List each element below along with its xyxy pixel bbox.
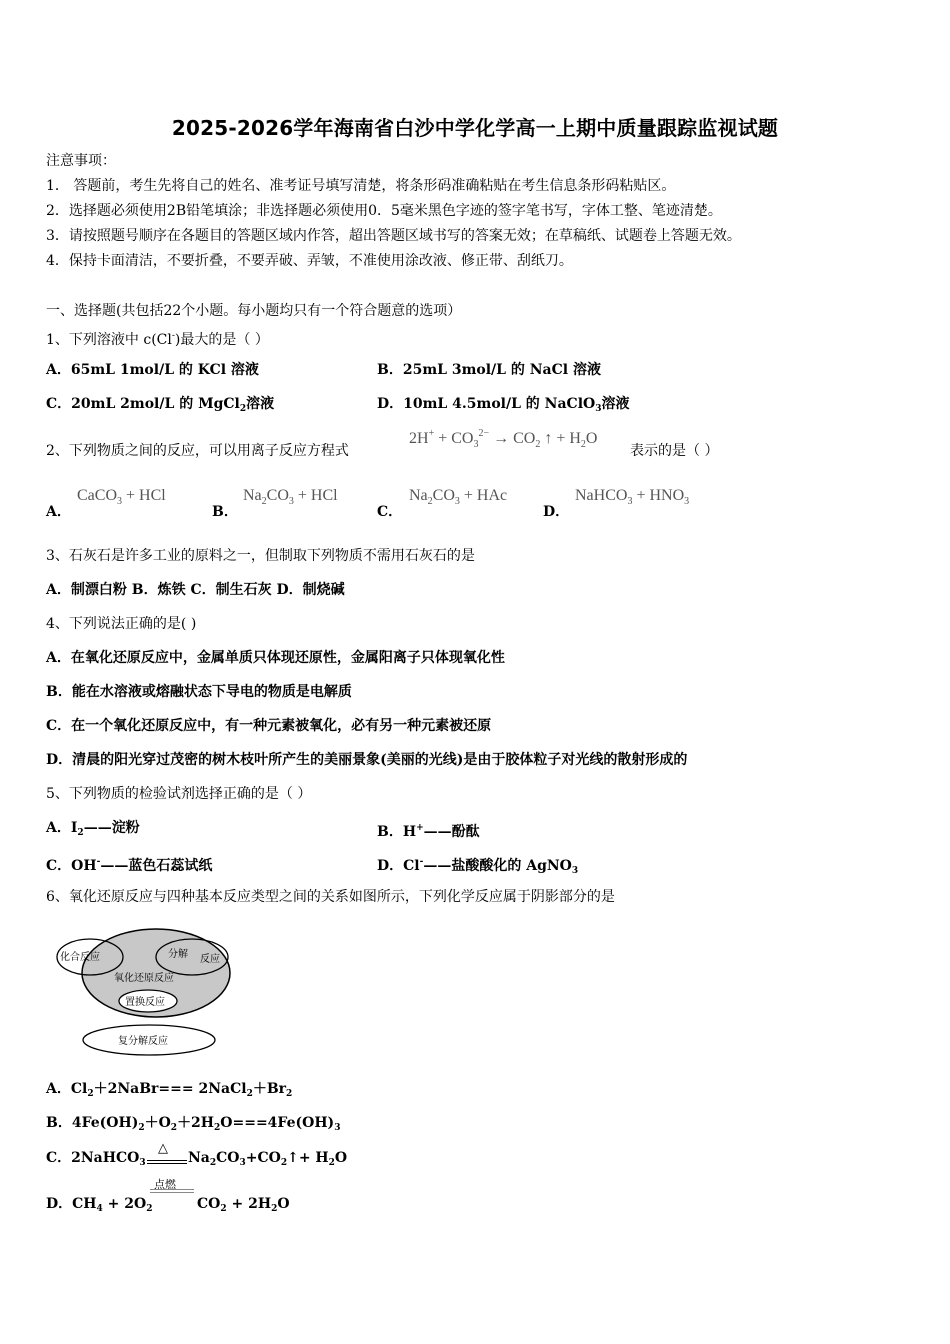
q2-stem-tail: 表示的是（ ） (630, 443, 719, 459)
q6-option-d-equals-top (150, 1189, 194, 1190)
q3-stem: 3、石灰石是许多工业的原料之一，但制取下列物质不需用石灰石的是 (46, 548, 475, 564)
q4-option-b[interactable]: B．能在水溶液或熔融状态下导电的物质是电解质 (46, 684, 352, 700)
notice-item-2: 2．选择题必须使用2B铅笔填涂；非选择题必须使用0．5毫米黑色字迹的签字笔书写，字体工整、笔迹清楚。 (46, 203, 722, 219)
q2-option-b[interactable]: $Na_2CO_3$ + HCl (243, 487, 338, 507)
q3-options[interactable]: A．制漂白粉 B．炼铁 C．制生石灰 D．制烧碱 (46, 582, 345, 598)
q5-option-c[interactable]: C．OH-——蓝色石蕊试纸 (46, 857, 213, 874)
q4-stem: 4、下列说法正确的是( ) (46, 616, 197, 632)
q4-option-c[interactable]: C．在一个氧化还原反应中，有一种元素被氧化，必有另一种元素被还原 (46, 718, 492, 734)
notice-item-1: 1． 答题前，考生先将自己的姓名、准考证号填写清楚，将条形码准确粘贴在考生信息条形码粘贴区。 (46, 178, 676, 194)
q1-stem: 1、下列溶液中 c(Cl-)最大的是（ ） (46, 331, 269, 348)
notice-heading: 注意事项： (46, 153, 116, 169)
page-title: 2025-2026学年海南省白沙中学化学高一上期中质量跟踪监视试题 (171, 116, 779, 140)
q1-option-c[interactable]: C．20mL 2mol/L 的 MgCl$_2$溶液 (46, 396, 275, 414)
combination-label: 化合反应 (60, 952, 100, 963)
double-decomposition-label: 复分解反应 (118, 1036, 168, 1047)
decomposition-label-a: 分解 (168, 949, 188, 960)
q6-option-d-condition: 点燃 (154, 1178, 176, 1191)
q2-option-c-label[interactable]: C． (377, 504, 403, 520)
q5-option-a[interactable]: A．$I_2——$淀粉 (46, 820, 140, 838)
q5-option-d[interactable]: D．Cl-——盐酸酸化的 AgNO$_3$ (377, 857, 579, 876)
q2-option-d-label[interactable]: D． (543, 504, 570, 520)
notice-item-3: 3．请按照题号顺序在各题目的答题区域内作答，超出答题区域书写的答案无效；在草稿纸、试题卷上答题无效。 (46, 228, 741, 244)
q2-ionic-equation: $2H^+ + CO_3^{2-} \to CO_2$ ↑ + $H_2O$ (409, 428, 598, 450)
q6-option-c-equals-bottom (147, 1163, 187, 1164)
q6-option-c-left[interactable]: C．2NaHCO$_3$ (46, 1150, 146, 1168)
q2-option-a[interactable]: CaCO$_3$ + HCl (77, 487, 166, 507)
q1-option-b[interactable]: B．25mL 3mol/L 的 NaCl 溶液 (377, 362, 601, 378)
section-heading: 一、选择题(共包括22个小题。每小题均只有一个符合题意的选项） (46, 303, 462, 319)
q6-option-d-equals-bottom (150, 1192, 194, 1193)
q6-option-d-right[interactable]: $CO_2 + 2H_2O$ (197, 1196, 290, 1214)
notice-item-4: 4．保持卡面清洁，不要折叠，不要弄破、弄皱，不准使用涂改液、修正带、刮纸刀。 (46, 253, 573, 269)
q4-option-a[interactable]: A．在氧化还原反应中，金属单质只体现还原性，金属阳离子只体现氧化性 (46, 650, 505, 666)
q1-option-d[interactable]: D．10mL 4.5mol/L 的 NaClO$_3$溶液 (377, 396, 630, 414)
decomposition-label-b: 反应 (200, 954, 220, 965)
q6-option-b[interactable]: B．$4Fe(OH)_2+O_2+2H_2O===4Fe(OH)_3$ (46, 1115, 341, 1133)
redox-label: 氧化还原反应 (114, 973, 174, 984)
q5-option-b[interactable]: B．H+——酚酞 (377, 823, 480, 840)
q6-option-d-left[interactable]: D．$CH_4 + 2O_2$ (46, 1196, 153, 1214)
q4-option-d[interactable]: D．清晨的阳光穿过茂密的树木枝叶所产生的美丽景象(美丽的光线)是由于胶体粒子对光线的散射形成的 (46, 752, 688, 768)
q6-option-c-right[interactable]: $Na_2CO_3+CO_2↑+ H_2O$ (188, 1150, 348, 1168)
q2-option-a-label[interactable]: A． (46, 504, 71, 520)
q2-option-b-label[interactable]: B． (212, 504, 238, 520)
q6-option-a[interactable]: A．$Cl_2+2NaBr===$ $2NaCl_2+Br_2$ (46, 1081, 293, 1099)
q2-option-d[interactable]: NaHCO$_3$ + $HNO_3$ (575, 487, 690, 507)
q5-stem: 5、下列物质的检验试剂选择正确的是（ ） (46, 786, 312, 802)
q2-stem: 2、下列物质之间的反应，可以用离子反应方程式 (46, 443, 349, 459)
q6-option-c-equals-top (147, 1160, 187, 1161)
q1-option-a[interactable]: A．65mL 1mol/L 的 KCl 溶液 (46, 362, 259, 378)
displacement-label: 置换反应 (125, 997, 165, 1008)
q2-option-c[interactable]: $Na_2CO_3$ + HAc (409, 487, 508, 507)
q6-option-c-condition: △ (158, 1141, 168, 1156)
q6-stem: 6、氧化还原反应与四种基本反应类型之间的关系如图所示，下列化学反应属于阴影部分的是 (46, 889, 615, 905)
reaction-type-venn-diagram (52, 928, 232, 1058)
